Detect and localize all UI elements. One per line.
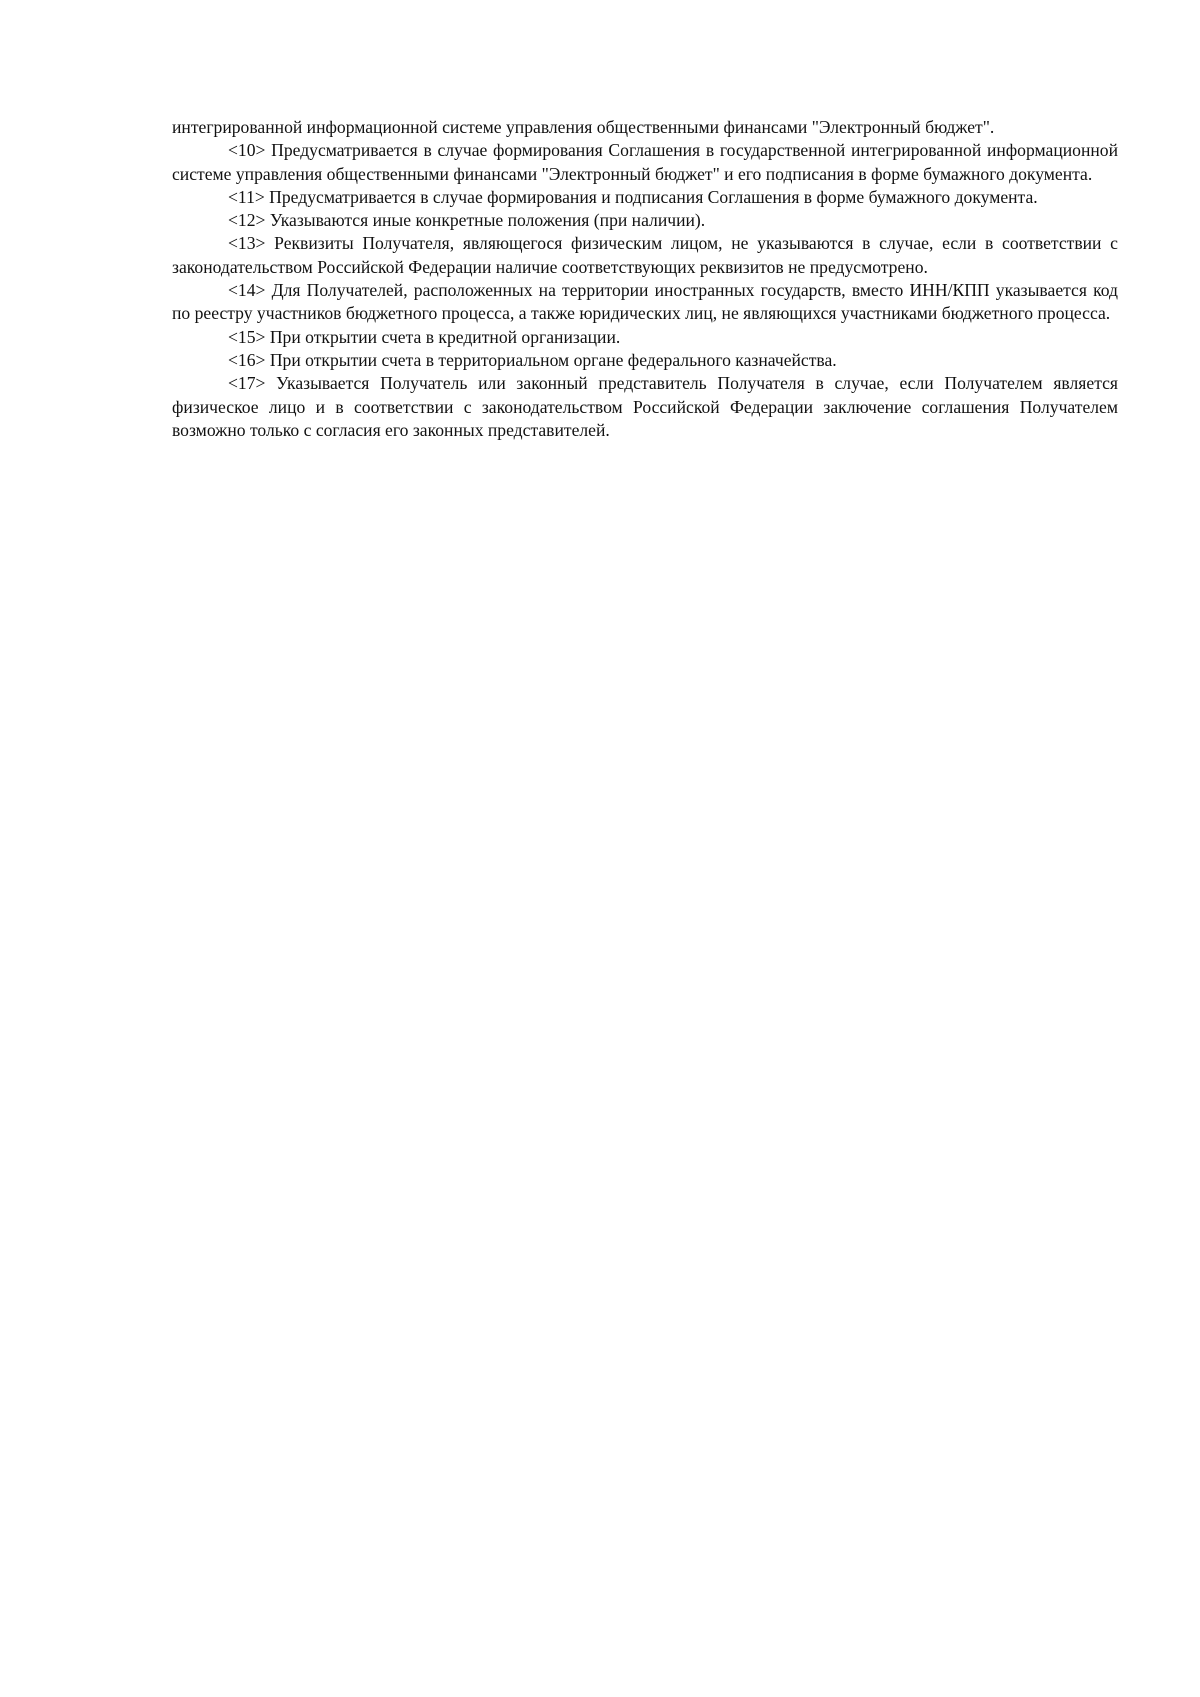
continuation-paragraph: интегрированной информационной системе управления общественными финансами "Электронный бюджет". [172,117,995,137]
footnote-11: <11> Предусматривается в случае формирования и подписания Соглашения в форме бумажного документа. [228,186,1038,207]
footnote-10: <10> Предусматривается в случае формирования Соглашения в государственной интегрированной информационной системе управления общественными финансами "Электронный бюджет" и его подписания в форме бумажного документа. [172,140,1118,184]
footnote-15: <15> При открытии счета в кредитной организации. [228,326,621,347]
footnotes-block [172,116,1118,442]
footnote-17: <17> Указывается Получатель или законный представитель Получателя в случае, если Получателем является физическое лицо и в соответствии с законодательством Российской Федерации заключение соглашения Получателем возможно только с согласия его законных представителей. [172,373,1118,440]
footnote-12: <12> Указываются иные конкретные положения (при наличии). [228,210,706,231]
footnote-16: <16> При открытии счета в территориальном органе федерального казначейства. [228,349,837,370]
footnote-14: <14> Для Получателей, расположенных на территории иностранных государств, вместо ИНН/КПП указывается код по реестру участников бюджетного процесса, а также юридических лиц, не являющихся участниками бюджетного процесса. [172,280,1118,324]
footnote-13: <13> Реквизиты Получателя, являющегося физическим лицом, не указываются в случае, если в соответствии с законодательством Российской Федерации наличие соответствующих реквизитов не предусмотрено. [172,233,1118,277]
